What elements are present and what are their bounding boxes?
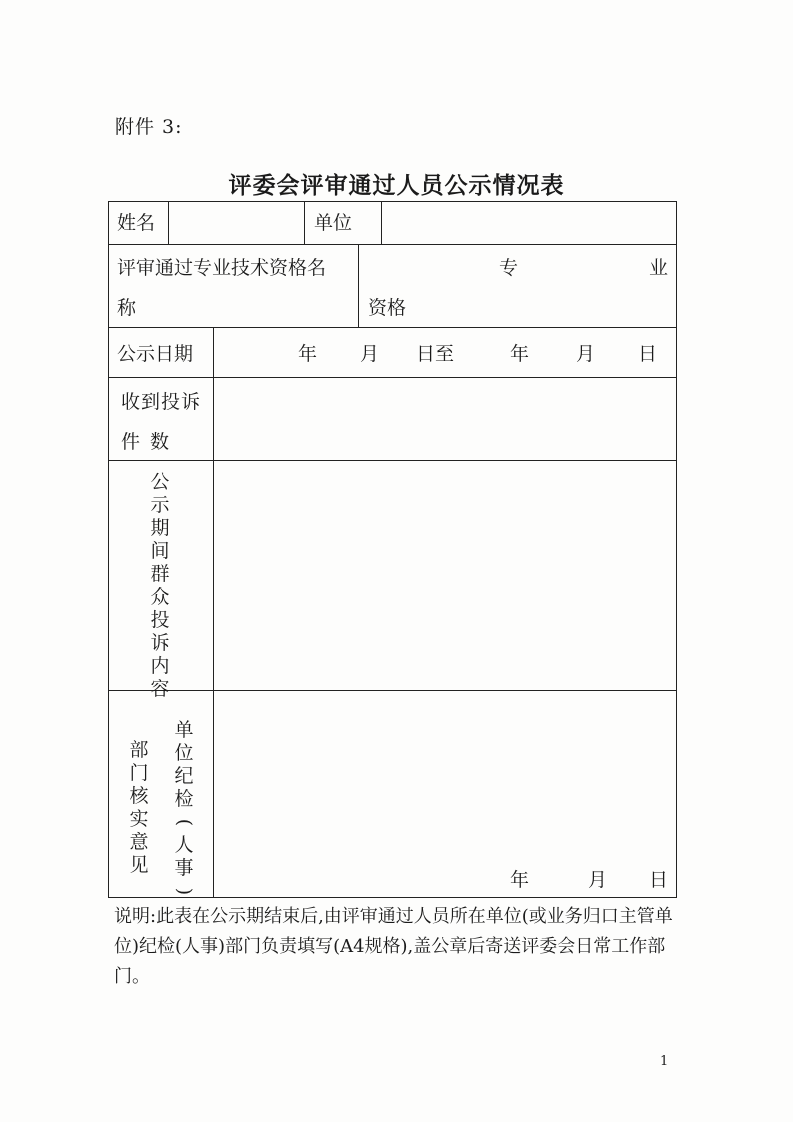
- complaints-count-label-line2: 件 数: [121, 431, 172, 453]
- col-divider: [168, 201, 169, 244]
- name-label: 姓名: [117, 212, 156, 234]
- date-day-to: 日至: [416, 343, 455, 365]
- table-border-left: [108, 201, 109, 898]
- row-divider: [108, 377, 677, 378]
- complaint-content-label: 公 示 期 间 群 众 投 诉 内 容: [150, 471, 170, 700]
- date-year-2: 年: [510, 343, 530, 365]
- row-divider: [108, 460, 677, 461]
- major-label-part1: 专: [499, 257, 519, 279]
- qualification-label-line2: 称: [117, 297, 137, 319]
- date-day-2: 日: [638, 343, 658, 365]
- attachment-label: 附件 3:: [115, 116, 183, 138]
- dept-opinion-label: 部 门 核 实 意 见: [129, 739, 149, 876]
- col-divider: [213, 327, 214, 897]
- unit-discipline-label: 单 位 纪 检 ( 人 事 ): [173, 719, 196, 896]
- public-date-label: 公示日期: [117, 343, 194, 365]
- row-divider: [108, 690, 677, 691]
- col-divider: [381, 201, 382, 244]
- complaints-count-label-line1: 收到投诉: [121, 391, 202, 413]
- sign-year: 年: [510, 869, 530, 891]
- table-border-right: [676, 201, 677, 898]
- publicity-form-table: [108, 201, 677, 898]
- col-divider: [304, 201, 305, 244]
- row-divider: [108, 327, 677, 328]
- qualification-label-line1: 评审通过专业技术资格名: [117, 257, 327, 279]
- sign-month: 月: [588, 869, 608, 891]
- page-number: 1: [660, 1054, 669, 1069]
- table-border-top: [108, 201, 677, 202]
- form-note: 说明:此表在公示期结束后,由评审通过人员所在单位(或业务归口主管单位)纪检(人事)部门负责填写(A4规格),盖公章后寄送评委会日常工作部门。: [114, 906, 673, 987]
- row-divider: [108, 244, 677, 245]
- col-divider: [358, 244, 359, 327]
- date-month-1: 月: [360, 343, 380, 365]
- date-month-2: 月: [576, 343, 596, 365]
- date-year-1: 年: [298, 343, 318, 365]
- sign-day: 日: [649, 869, 669, 891]
- unit-label: 单位: [314, 212, 353, 234]
- form-title: 评委会评审通过人员公示情况表: [228, 172, 565, 199]
- major-label-line2: 资格: [368, 297, 407, 319]
- major-label-part2: 业: [649, 257, 669, 279]
